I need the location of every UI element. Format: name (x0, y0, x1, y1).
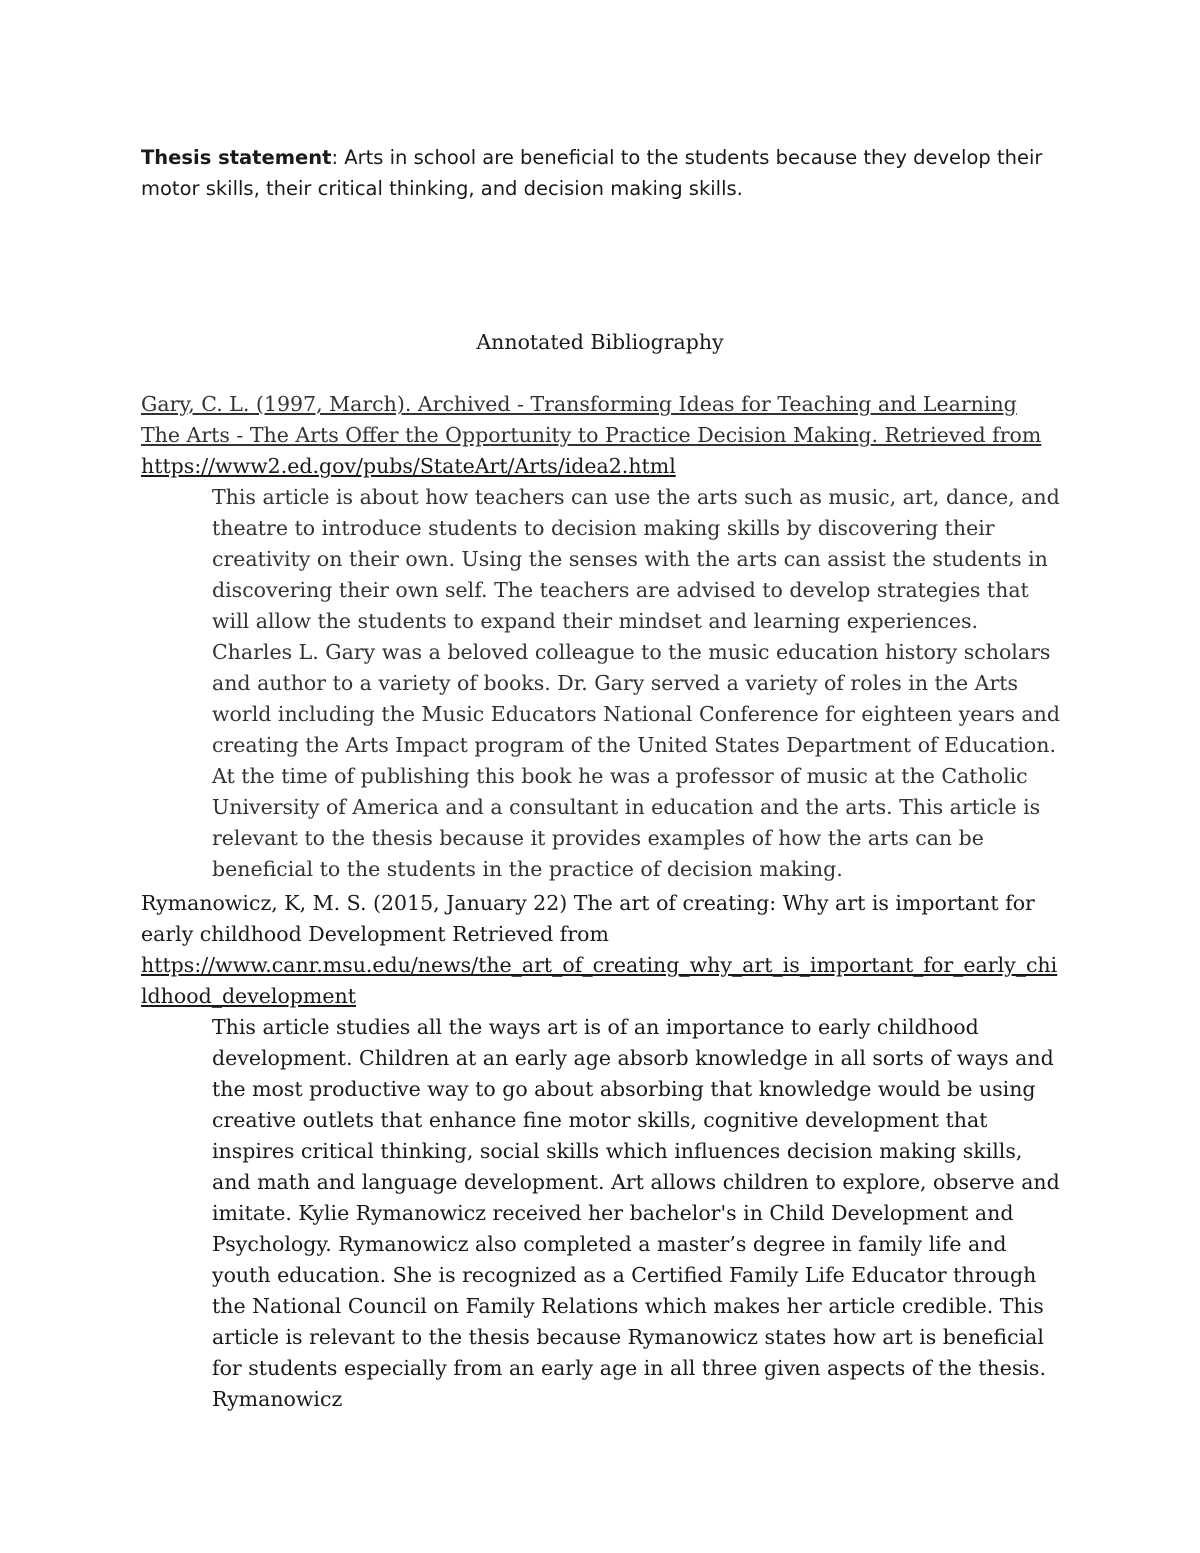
citation-link[interactable]: https://www.canr.msu.edu/news/the_art_of_creating_why_art_is_important_for_early_childhood_development (141, 953, 1058, 1008)
thesis-statement (141, 142, 1061, 204)
annotation: This article studies all the ways art is of an importance to early childhood development. Children at an early age absorb knowledge in all sorts of ways and the most productive way to go about absorbing that knowledge would be using creative outlets that enhance fine motor skills, cognitive development that inspires critical thinking, social skills which influences decision making skills, and math and language development. Art allows children to explore, observe and imitate. Kylie Rymanowicz received her bachelor's in Child Development and Psychology. Rymanowicz also completed a master’s degree in family life and youth education. She is recognized as a Certified Family Life Educator through the National Council on Family Relations which makes her article credible. This article is relevant to the thesis because Rymanowicz states how art is beneficial for students especially from an early age in all three given aspects of the thesis. Rymanowicz (212, 1015, 1060, 1411)
bibliography-entry (141, 888, 1061, 1415)
annotation: This article is about how teachers can use the arts such as music, art, dance, and theatre to introduce students to decision making skills by discovering their creativity on their own. Using the senses with the arts can assist the students in discovering their own self. The teachers are advised to develop strategies that will allow the students to expand their mindset and learning experiences. Charles L. Gary was a beloved colleague to the music education history scholars and author to a variety of books. Dr. Gary served a variety of roles in the Arts world including the Music Educators National Conference for eighteen years and creating the Arts Impact program of the United States Department of Education. At the time of publishing this book he was a professor of music at the Catholic University of America and a consultant in education and the arts. This article is relevant to the thesis because it provides examples of how the arts can be beneficial to the students in the practice of decision making. (212, 485, 1060, 881)
thesis-label: Thesis statement (141, 146, 332, 169)
citation-link[interactable]: https://www2.ed.gov/pubs/StateArt/Arts/idea2.html (141, 454, 676, 478)
thesis-text: : Arts in school are beneficial to the students because they develop their motor skills, their critical thinking, and decision making skills. (141, 146, 1043, 200)
citation (141, 389, 1061, 482)
bibliography-entry (141, 389, 1061, 885)
citation (141, 888, 1061, 1012)
page-title: Annotated Bibliography (476, 330, 724, 354)
citation-text: Rymanowicz, K, M. S. (2015, January 22) The art of creating: Why art is important for early childhood Development Retrieved from (141, 891, 1035, 946)
citation-text: Gary, C. L. (1997, March). Archived - Transforming Ideas for Teaching and Learning The Arts - The Arts Offer the Opportunity to Practice Decision Making. Retrieved from (141, 392, 1042, 447)
